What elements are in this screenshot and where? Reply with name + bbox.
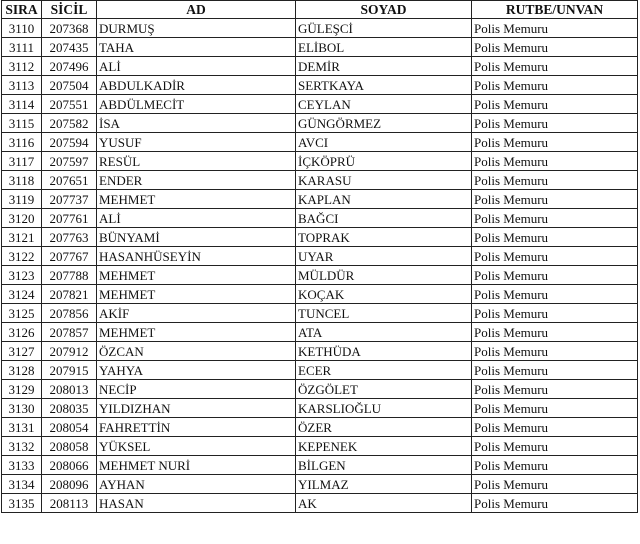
- cell-rutbe: Polis Memuru: [472, 399, 638, 418]
- cell-rutbe: Polis Memuru: [472, 361, 638, 380]
- cell-sicil: 208113: [42, 494, 97, 513]
- cell-rutbe: Polis Memuru: [472, 456, 638, 475]
- cell-ad: FAHRETTİN: [97, 418, 296, 437]
- cell-sicil: 207856: [42, 304, 97, 323]
- table-row: [2, 57, 638, 76]
- cell-soyad: ATA: [296, 323, 472, 342]
- table-row: [2, 285, 638, 304]
- cell-ad: MEHMET: [97, 266, 296, 285]
- cell-sira: 3130: [2, 399, 42, 418]
- cell-sira: 3115: [2, 114, 42, 133]
- cell-sira: 3125: [2, 304, 42, 323]
- cell-sira: 3127: [2, 342, 42, 361]
- table-row: [2, 228, 638, 247]
- table-row: [2, 152, 638, 171]
- table-row: [2, 114, 638, 133]
- cell-ad: MEHMET NURİ: [97, 456, 296, 475]
- table-row: [2, 266, 638, 285]
- cell-rutbe: Polis Memuru: [472, 247, 638, 266]
- cell-rutbe: Polis Memuru: [472, 285, 638, 304]
- table-row: [2, 19, 638, 38]
- cell-rutbe: Polis Memuru: [472, 152, 638, 171]
- table-row: [2, 190, 638, 209]
- cell-ad: YUSUF: [97, 133, 296, 152]
- table-row: [2, 38, 638, 57]
- cell-sicil: 207767: [42, 247, 97, 266]
- cell-soyad: KETHÜDA: [296, 342, 472, 361]
- cell-rutbe: Polis Memuru: [472, 342, 638, 361]
- cell-soyad: ECER: [296, 361, 472, 380]
- cell-ad: YÜKSEL: [97, 437, 296, 456]
- cell-soyad: İÇKÖPRÜ: [296, 152, 472, 171]
- cell-soyad: ELİBOL: [296, 38, 472, 57]
- cell-soyad: GÜNGÖRMEZ: [296, 114, 472, 133]
- cell-rutbe: Polis Memuru: [472, 323, 638, 342]
- cell-rutbe: Polis Memuru: [472, 114, 638, 133]
- cell-rutbe: Polis Memuru: [472, 76, 638, 95]
- personnel-table: [1, 0, 638, 513]
- table-row: [2, 323, 638, 342]
- header-soyad: SOYAD: [296, 1, 472, 19]
- cell-ad: TAHA: [97, 38, 296, 57]
- cell-soyad: BİLGEN: [296, 456, 472, 475]
- cell-sicil: 207504: [42, 76, 97, 95]
- cell-soyad: KARASU: [296, 171, 472, 190]
- header-row: [2, 1, 638, 19]
- cell-sicil: 207551: [42, 95, 97, 114]
- cell-sira: 3129: [2, 380, 42, 399]
- cell-rutbe: Polis Memuru: [472, 475, 638, 494]
- cell-sicil: 207496: [42, 57, 97, 76]
- cell-sira: 3124: [2, 285, 42, 304]
- cell-sicil: 207912: [42, 342, 97, 361]
- table-row: [2, 456, 638, 475]
- table-row: [2, 399, 638, 418]
- cell-sira: 3128: [2, 361, 42, 380]
- cell-sira: 3131: [2, 418, 42, 437]
- cell-soyad: SERTKAYA: [296, 76, 472, 95]
- cell-sicil: 207435: [42, 38, 97, 57]
- header-sira: SIRA: [2, 1, 42, 19]
- table-row: [2, 247, 638, 266]
- cell-ad: MEHMET: [97, 285, 296, 304]
- table-row: [2, 95, 638, 114]
- cell-rutbe: Polis Memuru: [472, 437, 638, 456]
- table-row: [2, 361, 638, 380]
- cell-soyad: BAĞCI: [296, 209, 472, 228]
- cell-soyad: KARSLIOĞLU: [296, 399, 472, 418]
- cell-ad: MEHMET: [97, 190, 296, 209]
- cell-sicil: 207594: [42, 133, 97, 152]
- cell-soyad: ÖZGÖLET: [296, 380, 472, 399]
- cell-sicil: 207597: [42, 152, 97, 171]
- cell-sira: 3119: [2, 190, 42, 209]
- cell-ad: AYHAN: [97, 475, 296, 494]
- cell-rutbe: Polis Memuru: [472, 95, 638, 114]
- table-row: [2, 494, 638, 513]
- cell-ad: DURMUŞ: [97, 19, 296, 38]
- cell-soyad: DEMİR: [296, 57, 472, 76]
- table-row: [2, 418, 638, 437]
- header-rutbe: RUTBE/UNVAN: [472, 1, 638, 19]
- cell-sicil: 207651: [42, 171, 97, 190]
- cell-soyad: KAPLAN: [296, 190, 472, 209]
- cell-rutbe: Polis Memuru: [472, 38, 638, 57]
- cell-ad: YILDIZHAN: [97, 399, 296, 418]
- cell-sira: 3123: [2, 266, 42, 285]
- cell-rutbe: Polis Memuru: [472, 228, 638, 247]
- cell-ad: ABDÜLMECİT: [97, 95, 296, 114]
- cell-soyad: KEPENEK: [296, 437, 472, 456]
- cell-ad: ALİ: [97, 209, 296, 228]
- cell-rutbe: Polis Memuru: [472, 19, 638, 38]
- cell-sicil: 208054: [42, 418, 97, 437]
- header-ad: AD: [97, 1, 296, 19]
- cell-sira: 3120: [2, 209, 42, 228]
- table-row: [2, 209, 638, 228]
- cell-soyad: KOÇAK: [296, 285, 472, 304]
- cell-sira: 3117: [2, 152, 42, 171]
- cell-sicil: 208066: [42, 456, 97, 475]
- table-row: [2, 342, 638, 361]
- cell-soyad: CEYLAN: [296, 95, 472, 114]
- cell-sicil: 207788: [42, 266, 97, 285]
- cell-ad: HASANHÜSEYİN: [97, 247, 296, 266]
- table-row: [2, 133, 638, 152]
- cell-ad: MEHMET: [97, 323, 296, 342]
- cell-soyad: MÜLDÜR: [296, 266, 472, 285]
- table-row: [2, 76, 638, 95]
- cell-sira: 3112: [2, 57, 42, 76]
- table-header: [2, 1, 638, 19]
- cell-sicil: 207857: [42, 323, 97, 342]
- cell-sicil: 208013: [42, 380, 97, 399]
- cell-sira: 3121: [2, 228, 42, 247]
- cell-soyad: AK: [296, 494, 472, 513]
- cell-sicil: 208058: [42, 437, 97, 456]
- cell-ad: İSA: [97, 114, 296, 133]
- cell-sicil: 207368: [42, 19, 97, 38]
- cell-ad: YAHYA: [97, 361, 296, 380]
- cell-sira: 3134: [2, 475, 42, 494]
- cell-soyad: TUNCEL: [296, 304, 472, 323]
- table-row: [2, 171, 638, 190]
- cell-sira: 3135: [2, 494, 42, 513]
- cell-sira: 3113: [2, 76, 42, 95]
- cell-sira: 3122: [2, 247, 42, 266]
- cell-sira: 3132: [2, 437, 42, 456]
- cell-sicil: 208035: [42, 399, 97, 418]
- cell-ad: ABDULKADİR: [97, 76, 296, 95]
- cell-ad: ENDER: [97, 171, 296, 190]
- cell-sira: 3118: [2, 171, 42, 190]
- table-row: [2, 437, 638, 456]
- header-sicil: SİCİL: [42, 1, 97, 19]
- cell-sicil: 207737: [42, 190, 97, 209]
- cell-sicil: 207582: [42, 114, 97, 133]
- cell-ad: RESÜL: [97, 152, 296, 171]
- cell-sira: 3114: [2, 95, 42, 114]
- cell-rutbe: Polis Memuru: [472, 304, 638, 323]
- cell-rutbe: Polis Memuru: [472, 57, 638, 76]
- cell-soyad: TOPRAK: [296, 228, 472, 247]
- cell-rutbe: Polis Memuru: [472, 133, 638, 152]
- cell-soyad: YILMAZ: [296, 475, 472, 494]
- cell-rutbe: Polis Memuru: [472, 209, 638, 228]
- cell-sicil: 207761: [42, 209, 97, 228]
- cell-ad: ALİ: [97, 57, 296, 76]
- cell-soyad: ÖZER: [296, 418, 472, 437]
- cell-sira: 3110: [2, 19, 42, 38]
- cell-sira: 3126: [2, 323, 42, 342]
- table-row: [2, 304, 638, 323]
- cell-sira: 3133: [2, 456, 42, 475]
- cell-rutbe: Polis Memuru: [472, 190, 638, 209]
- cell-ad: HASAN: [97, 494, 296, 513]
- cell-rutbe: Polis Memuru: [472, 418, 638, 437]
- cell-rutbe: Polis Memuru: [472, 380, 638, 399]
- cell-ad: ÖZCAN: [97, 342, 296, 361]
- cell-sicil: 207821: [42, 285, 97, 304]
- cell-rutbe: Polis Memuru: [472, 494, 638, 513]
- cell-soyad: AVCI: [296, 133, 472, 152]
- cell-sicil: 208096: [42, 475, 97, 494]
- cell-sicil: 207763: [42, 228, 97, 247]
- table-body: [2, 19, 638, 513]
- table-row: [2, 475, 638, 494]
- cell-rutbe: Polis Memuru: [472, 266, 638, 285]
- cell-ad: NECİP: [97, 380, 296, 399]
- cell-soyad: UYAR: [296, 247, 472, 266]
- cell-rutbe: Polis Memuru: [472, 171, 638, 190]
- cell-sira: 3111: [2, 38, 42, 57]
- cell-sira: 3116: [2, 133, 42, 152]
- cell-soyad: GÜLEŞCİ: [296, 19, 472, 38]
- table-row: [2, 380, 638, 399]
- cell-ad: BÜNYAMİ: [97, 228, 296, 247]
- cell-sicil: 207915: [42, 361, 97, 380]
- cell-ad: AKİF: [97, 304, 296, 323]
